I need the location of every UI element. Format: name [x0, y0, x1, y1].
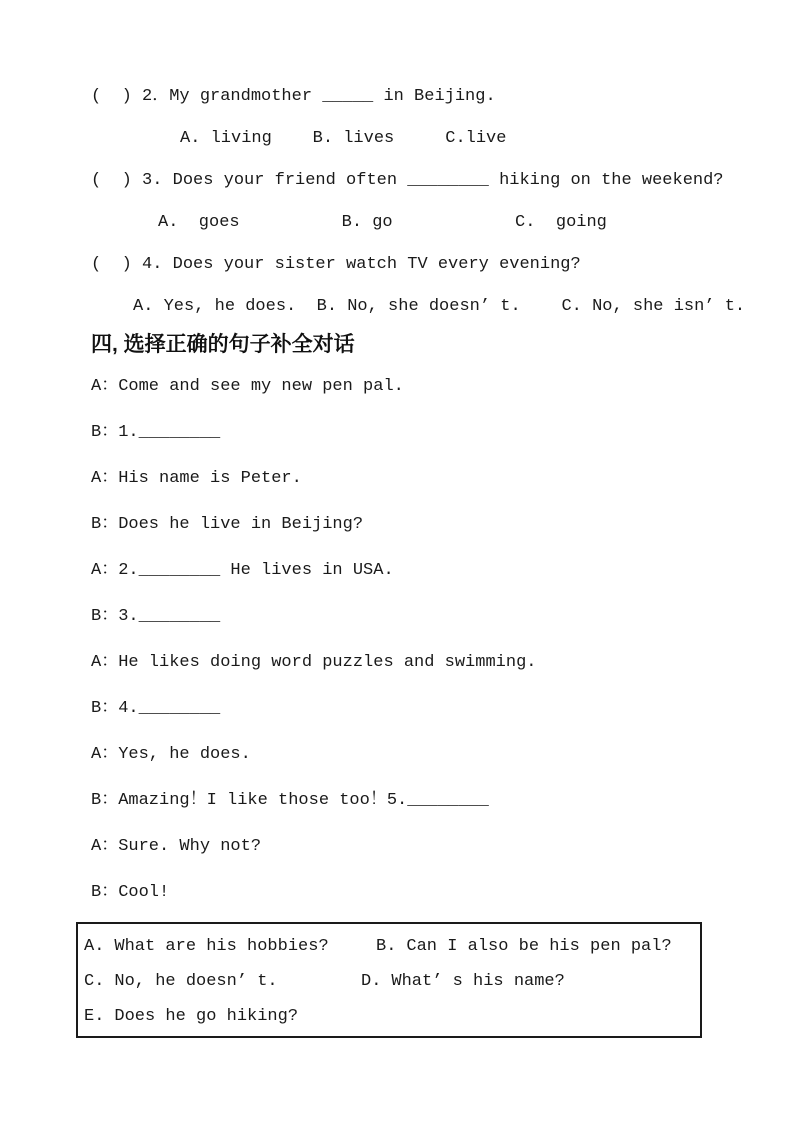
answer-option-a: [84, 929, 376, 964]
answer-option-b: [376, 929, 672, 964]
mc-question-4: ( ) 4. Does your sister watch TV every evening?: [91, 255, 581, 274]
dialogue-line-2: B：1.________: [91, 423, 221, 442]
answer-option-e-label: E.: [84, 1007, 105, 1026]
dialogue-line-6: B：3.________: [91, 607, 221, 626]
dialogue-line-4: B：Does he live in Beijing?: [91, 515, 364, 534]
answer-option-b-text: Can I also be his pen pal?: [406, 937, 672, 956]
answer-box-row: [84, 964, 696, 999]
dialogue-line-3: A：His name is Peter.: [91, 469, 302, 488]
dialogue-line-10: B：Amazing！I like those too！5.________: [91, 791, 489, 810]
answer-option-c-text: No, he doesn’ t.: [114, 972, 278, 991]
answer-box-row: [84, 999, 696, 1034]
section-four-header: 四, 选择正确的句子补全对话: [91, 333, 355, 356]
dialogue-line-8: B：4.________: [91, 699, 221, 718]
mc-options-3: A. goes B. go C. going: [158, 213, 607, 232]
mc-question-2: ( ) 2．My grandmother _____ in Beijing.: [91, 87, 496, 106]
dialogue-section: [0, 364, 793, 916]
answer-box-row: [84, 929, 696, 964]
answer-option-e: [84, 999, 298, 1034]
dialogue-line-12: B：Cool!: [91, 883, 170, 902]
answer-option-c-label: C.: [84, 972, 105, 991]
dialogue-line-9: A：Yes, he does.: [91, 745, 251, 764]
answer-option-a-text: What are his hobbies?: [114, 937, 329, 956]
mc-options-4: A. Yes, he does. B. No, she doesn’ t. C. No, she isn’ t.: [133, 297, 746, 316]
multiple-choice-section: [0, 0, 793, 328]
answer-option-a-label: A.: [84, 937, 105, 956]
dialogue-line-1: A：Come and see my new pen pal.: [91, 377, 404, 396]
dialogue-line-5: A：2.________ He lives in USA.: [91, 561, 394, 580]
answer-option-d: [361, 964, 565, 999]
answer-option-d-text: What’ s his name?: [391, 972, 565, 991]
answer-option-c: [84, 964, 361, 999]
answer-option-b-label: B.: [376, 937, 397, 956]
dialogue-line-7: A：He likes doing word puzzles and swimming.: [91, 653, 537, 672]
mc-question-3: ( ) 3. Does your friend often ________ hiking on the weekend?: [91, 171, 724, 190]
answer-option-d-label: D.: [361, 972, 382, 991]
answer-choices-box: [76, 922, 702, 1038]
mc-options-2: A. living B. lives C.live: [180, 129, 507, 148]
answer-option-e-text: Does he go hiking?: [114, 1007, 299, 1026]
dialogue-line-11: A：Sure. Why not?: [91, 837, 262, 856]
